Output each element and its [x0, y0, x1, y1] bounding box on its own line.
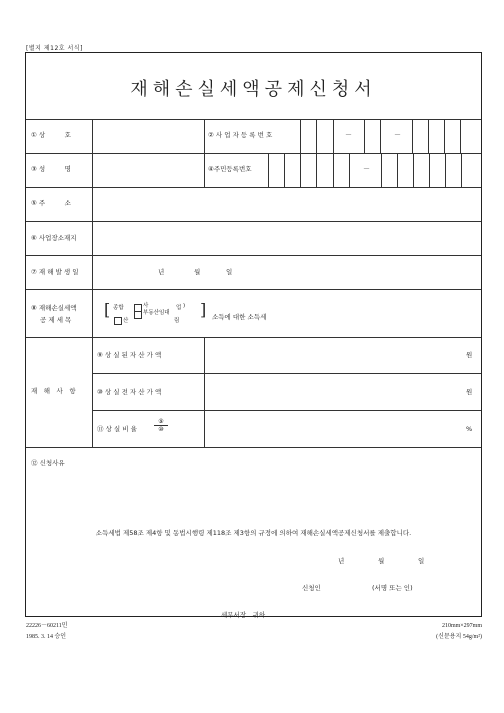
label-name: ③ 성 명	[31, 165, 71, 173]
checkbox-mountain[interactable]	[114, 317, 122, 325]
digit-cell-line	[316, 153, 317, 187]
option-business: 사	[143, 303, 149, 309]
column-divider	[268, 153, 269, 187]
digit-cell-line	[461, 153, 462, 187]
signature-label: (서명 또는 인)	[372, 584, 413, 592]
footer-right	[436, 621, 482, 643]
ratio-numerator: ⑨	[158, 418, 164, 425]
paper-type: (신문용지 54g/m²)	[436, 634, 482, 640]
option-mountain: 산	[123, 318, 129, 324]
row-divider	[92, 373, 481, 374]
digit-cell-line	[316, 119, 317, 153]
label-column-divider	[92, 119, 93, 447]
digit-cell-line	[349, 153, 350, 187]
option-forest: 림	[174, 318, 180, 324]
option-real-estate: 부동산임대	[143, 310, 170, 316]
dash: －	[394, 131, 401, 139]
bracket-right: ]	[200, 300, 207, 319]
date-year: 년	[158, 268, 165, 276]
option-business-end: 업	[176, 305, 182, 311]
label-resident-number: ④주민등록번호	[208, 165, 252, 173]
sign-year: 년	[338, 557, 345, 565]
digit-cell-line	[364, 119, 365, 153]
sign-day: 일	[418, 557, 425, 565]
recipient-label: 세무서장 귀하	[221, 611, 266, 619]
label-business-location: ⑥ 사업장소재지	[31, 234, 77, 242]
date-month: 월	[194, 268, 201, 276]
digit-cell-line	[284, 153, 285, 187]
column-divider	[300, 119, 301, 153]
footer-left	[26, 621, 68, 643]
row-divider	[92, 410, 481, 411]
label-pre-loss-asset-value: ⑩ 상 실 전 자 산 가 액	[97, 388, 162, 396]
form-code: 22226－60211민	[26, 623, 68, 629]
label-address: ⑤ 주 소	[31, 199, 71, 207]
label-tax-item-line1: ⑧ 재해손실세액	[31, 304, 77, 312]
row-divider	[26, 447, 481, 448]
label-business-registration-number: ② 사 업 자 등 록 번 호	[208, 131, 273, 139]
declaration-text: 소득세법 제58조 제4항 및 동법시행령 제118조 제3항의 규정에 의하여 재해손실세액공제신청서를 제출합니다.	[95, 529, 412, 537]
form-number-tag: [별지 제12호 서식]	[26, 45, 83, 52]
dash: －	[345, 131, 352, 139]
bracket-left: [	[104, 300, 111, 319]
column-divider	[204, 337, 205, 447]
date-day: 일	[226, 268, 233, 276]
row-divider	[26, 187, 481, 188]
row-divider	[26, 255, 481, 256]
row-divider	[26, 337, 481, 338]
row-divider	[26, 221, 481, 222]
digit-cell-line	[429, 153, 430, 187]
digit-cell-line	[380, 119, 381, 153]
digit-cell-line	[444, 119, 445, 153]
label-business-name: ① 상 호	[31, 131, 71, 139]
option-comprehensive: 종합	[113, 305, 124, 311]
checkbox-real-estate[interactable]	[134, 311, 142, 319]
digit-cell-line	[333, 119, 334, 153]
label-loss-ratio: ⑪ 상 실 비 율	[97, 425, 137, 433]
digit-cell-line	[460, 119, 461, 153]
label-application-reason: ⑫ 신청사유	[31, 459, 65, 467]
form-title: 재해손실세액공제신청서	[130, 79, 377, 100]
column-divider	[204, 119, 205, 187]
unit-won: 원	[466, 351, 473, 359]
applicant-label: 신청인	[302, 584, 321, 592]
digit-cell-line	[428, 119, 429, 153]
digit-cell-line	[413, 153, 414, 187]
ratio-denominator: ⑩	[158, 426, 164, 433]
paren-close-icon: )	[183, 303, 186, 309]
sign-month: 월	[378, 557, 385, 565]
label-disaster-date: ⑦ 재 해 발 생 일	[31, 268, 79, 276]
digit-cell-line	[381, 153, 382, 187]
label-disaster-details: 재 해 사 항	[31, 387, 76, 395]
unit-percent: %	[466, 425, 473, 433]
digit-cell-line	[300, 153, 301, 187]
dash: －	[363, 165, 370, 173]
income-tax-suffix: 소득에 대한 소득세	[212, 313, 267, 321]
digit-cell-line	[333, 153, 334, 187]
row-divider	[26, 289, 481, 290]
loss-ratio-fraction	[146, 418, 176, 433]
paper-size: 210mm×297mm	[441, 623, 482, 629]
digit-cell-line	[412, 119, 413, 153]
digit-cell-line	[445, 153, 446, 187]
unit-won: 원	[466, 388, 473, 396]
label-lost-asset-value: ⑨ 상 실 된 자 산 가 액	[97, 351, 162, 359]
approval-date: 1985. 3. 14 승인	[26, 634, 67, 640]
digit-cell-line	[397, 153, 398, 187]
label-tax-item-line2: 공 제 세 목	[40, 316, 72, 324]
